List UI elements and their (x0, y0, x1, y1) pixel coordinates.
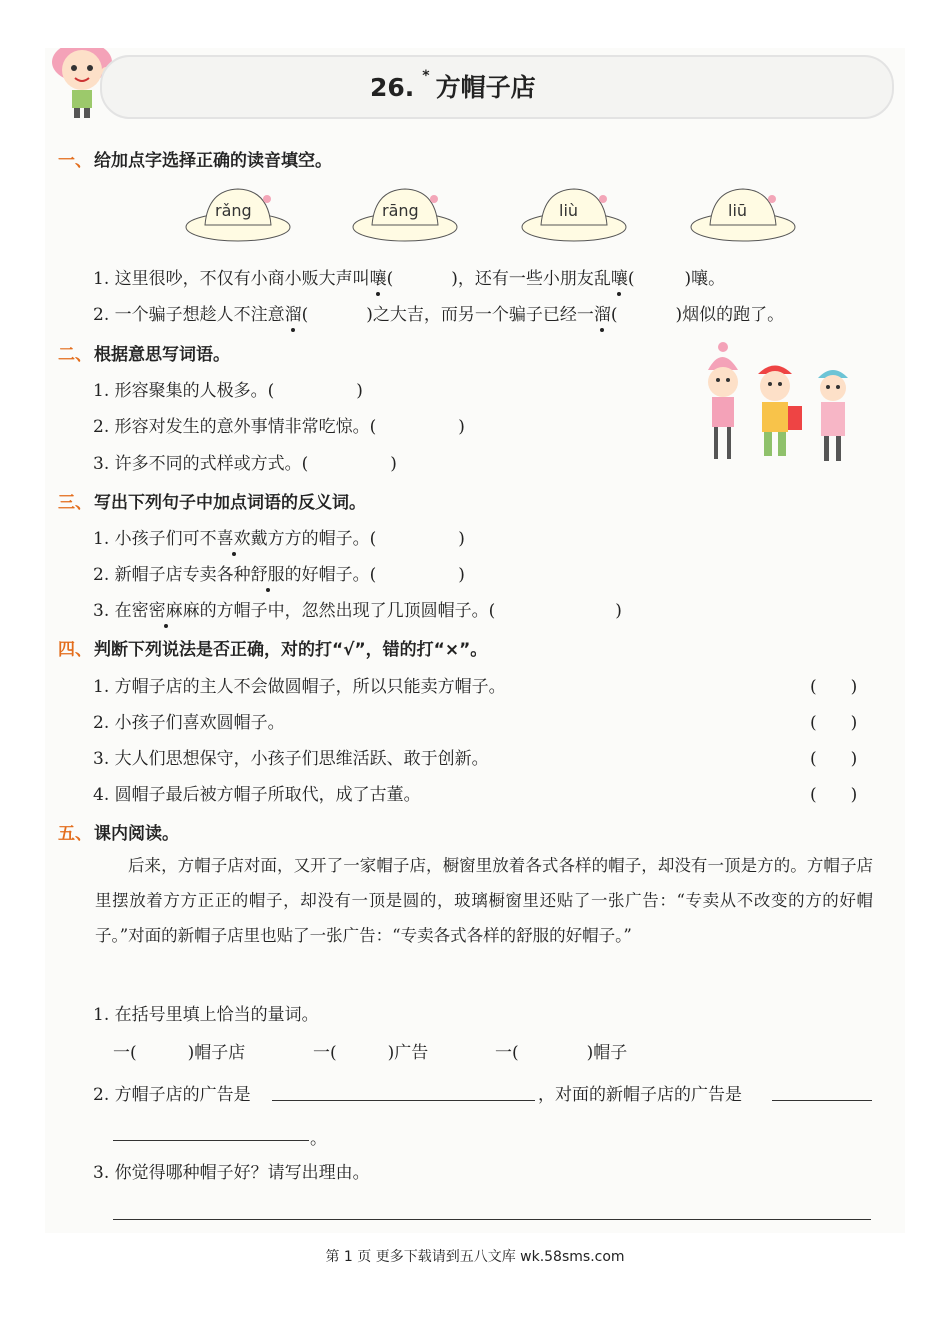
page-footer: 第 1 页 更多下载请到五八文库 wk.58sms.com (325, 1249, 625, 1265)
section2-heading: 二、 根据意思写词语。 (58, 345, 230, 365)
s2-item-1: 1. 形容聚集的人极多。( ) (93, 381, 363, 401)
s2-item-3: 3. 许多不同的式样或方式。( ) (93, 454, 397, 474)
page-title: 26. * 方帽子店 (370, 68, 536, 102)
children-illustration (700, 342, 860, 467)
measure-word-item-2[interactable]: 一( )广告 (313, 1043, 429, 1063)
hat-option-3 (519, 185, 629, 249)
s3-question-2: 2. 新帽子店专卖各种舒服的好帽子。( ) (93, 560, 465, 585)
s4-statement-4: 4. 圆帽子最后被方帽子所取代，成了古董。 (93, 785, 421, 805)
s1-question-2: 2. 一个骗子想趁人不注意溜( )之大吉，而另一个骗子已经一溜( )烟似的跑了。 (93, 300, 784, 325)
s3-question-1: 1. 小孩子们可不喜欢戴方方的帽子。( ) (93, 524, 465, 549)
s5-question-3: 3. 你觉得哪种帽子好？请写出理由。 (93, 1163, 370, 1183)
s5-question-2-part-b: ，对面的新帽子店的广告是 (538, 1085, 742, 1105)
reading-passage: 后来，方帽子店对面，又开了一家帽子店，橱窗里放着各式各样的帽子，却没有一顶是方的。方帽子店里摆放着方方正正的帽子，却没有一顶是圆的，玻璃橱窗里还贴了一张广告：“专卖从不改变的方的好帽子。”对面的新帽子店里也贴了一张广告：“专卖各式各样的舒服的好帽子。” (95, 856, 873, 945)
judge-answer-box[interactable]: ( ) (810, 677, 858, 697)
sentence-end: 。 (310, 1129, 327, 1149)
s4-statement-2: 2. 小孩子们喜欢圆帽子。 (93, 713, 285, 733)
s5-question-1: 1. 在括号里填上恰当的量词。 (93, 1005, 319, 1025)
measure-word-item-3[interactable]: 一( )帽子 (495, 1043, 628, 1063)
section5-heading: 五、 课内阅读。 (58, 824, 179, 844)
measure-word-item-1[interactable]: 一( )帽子店 (113, 1043, 246, 1063)
s4-statement-1: 1. 方帽子店的主人不会做圆帽子，所以只能卖方帽子。 (93, 677, 506, 697)
pinyin-label: rāng (382, 201, 419, 220)
judge-answer-box[interactable]: ( ) (810, 785, 858, 805)
pinyin-label: rǎng (215, 201, 252, 220)
pinyin-label: liù (559, 201, 579, 220)
hat-option-4 (688, 185, 798, 249)
s4-statement-3: 3. 大人们思想保守，小孩子们思维活跃、敢于创新。 (93, 749, 489, 769)
s5-question-2-part-a: 2. 方帽子店的广告是 (93, 1085, 251, 1105)
answer-line[interactable] (113, 1140, 309, 1141)
answer-line[interactable] (272, 1100, 535, 1101)
section4-heading: 四、 判断下列说法是否正确，对的打“√”，错的打“×”。 (58, 640, 488, 660)
s3-question-3: 3. 在密密麻麻的方帽子中，忽然出现了几顶圆帽子。( ) (93, 596, 622, 621)
section3-heading: 三、 写出下列句子中加点词语的反义词。 (58, 493, 366, 513)
answer-line[interactable] (113, 1219, 871, 1220)
hat-option-1 (183, 185, 293, 249)
s1-question-1: 1. 这里很吵，不仅有小商小贩大声叫嚷( )，还有一些小朋友乱嚷( )嚷。 (93, 264, 725, 289)
hat-option-2 (350, 185, 460, 249)
answer-line[interactable] (772, 1100, 872, 1101)
judge-answer-box[interactable]: ( ) (810, 713, 858, 733)
judge-answer-box[interactable]: ( ) (810, 749, 858, 769)
pinyin-label: liū (728, 201, 748, 220)
section1-heading: 一、 给加点字选择正确的读音填空。 (58, 151, 332, 171)
s2-item-2: 2. 形容对发生的意外事情非常吃惊。( ) (93, 417, 465, 437)
